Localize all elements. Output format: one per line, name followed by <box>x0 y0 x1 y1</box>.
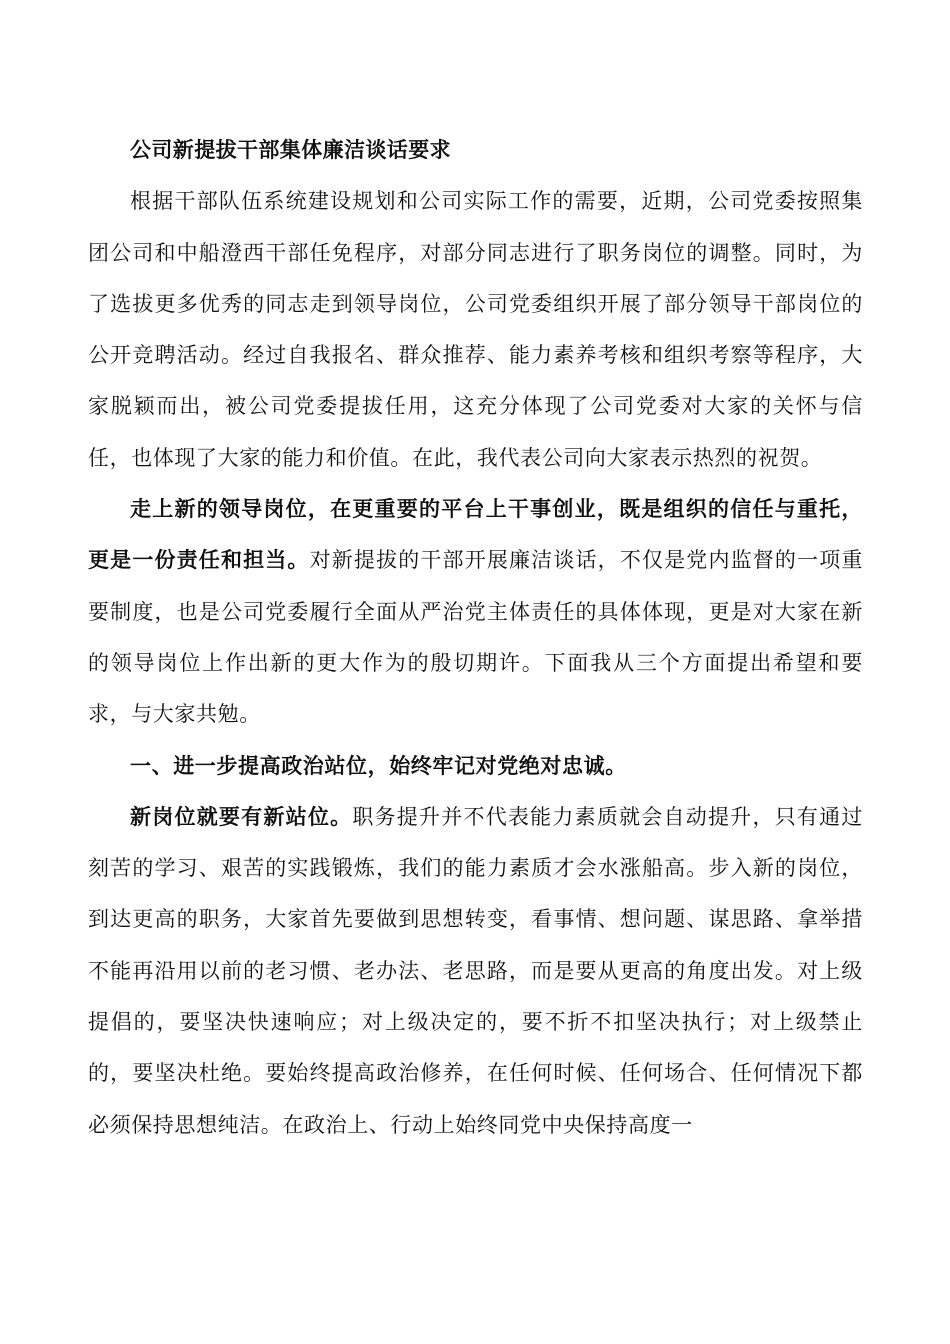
paragraph-responsibility-text: 对新提拔的干部开展廉洁谈话，不仅是党内监督的一项重要制度，也是公司党委履行全面从严治党主体责任的具体体现，更是对大家在新的领导岗位上作出新的更大作为的殷切期许。下面我从三个方面提出希望和要求，与大家共勉。 <box>88 548 864 727</box>
paragraph-intro <box>88 176 863 484</box>
paragraph-intro-text: 根据干部队伍系统建设规划和公司实际工作的需要，近期，公司党委按照集团公司和中船澄西干部任免程序，对部分同志进行了职务岗位的调整。同时，为了选拔更多优秀的同志走到领导岗位，公司党委组织开展了部分领导干部岗位的公开竞聘活动。经过自我报名、群众推荐、能力素养考核和组织考察等程序，大家脱颖而出，被公司党委提拔任用，这充分体现了公司党委对大家的关怀与信任，也体现了大家的能力和价值。在此，我代表公司向大家表示热烈的祝贺。 <box>88 189 863 470</box>
paragraph-responsibility <box>88 484 863 740</box>
paragraph-new-position <box>88 792 863 1151</box>
document-title: 公司新提拔干部集体廉洁谈话要求 <box>130 138 451 162</box>
document-page <box>88 125 863 1151</box>
section-heading-1: 一、进一步提高政治站位，始终牢记对党绝对忠诚。 <box>130 753 627 778</box>
paragraph-responsibility-lead: 走上新的领导岗位，在更重要的平台上干事创业，既是组织的信任与重托，更是一份责任和担当。 <box>88 497 863 573</box>
paragraph-new-position-lead: 新岗位就要有新站位。 <box>130 804 353 829</box>
paragraph-new-position-text: 职务提升并不代表能力素质就会自动提升，只有通过刻苦的学习、艰苦的实践锻炼，我们的能力素质才会水涨船高。步入新的岗位，到达更高的职务，大家首先要做到思想转变，看事情、想问题、谋思路、拿举措不能再沿用以前的老习惯、老办法、老思路，而是要从更高的角度出发。对上级提倡的，要坚决快速响应；对上级决定的，要不折不扣坚决执行；对上级禁止的，要坚决杜绝。要始终提高政治修养，在任何时候、任何场合、任何情况下都必须保持思想纯洁。在政治上、行动上始终同党中央保持高度一 <box>88 804 863 1137</box>
